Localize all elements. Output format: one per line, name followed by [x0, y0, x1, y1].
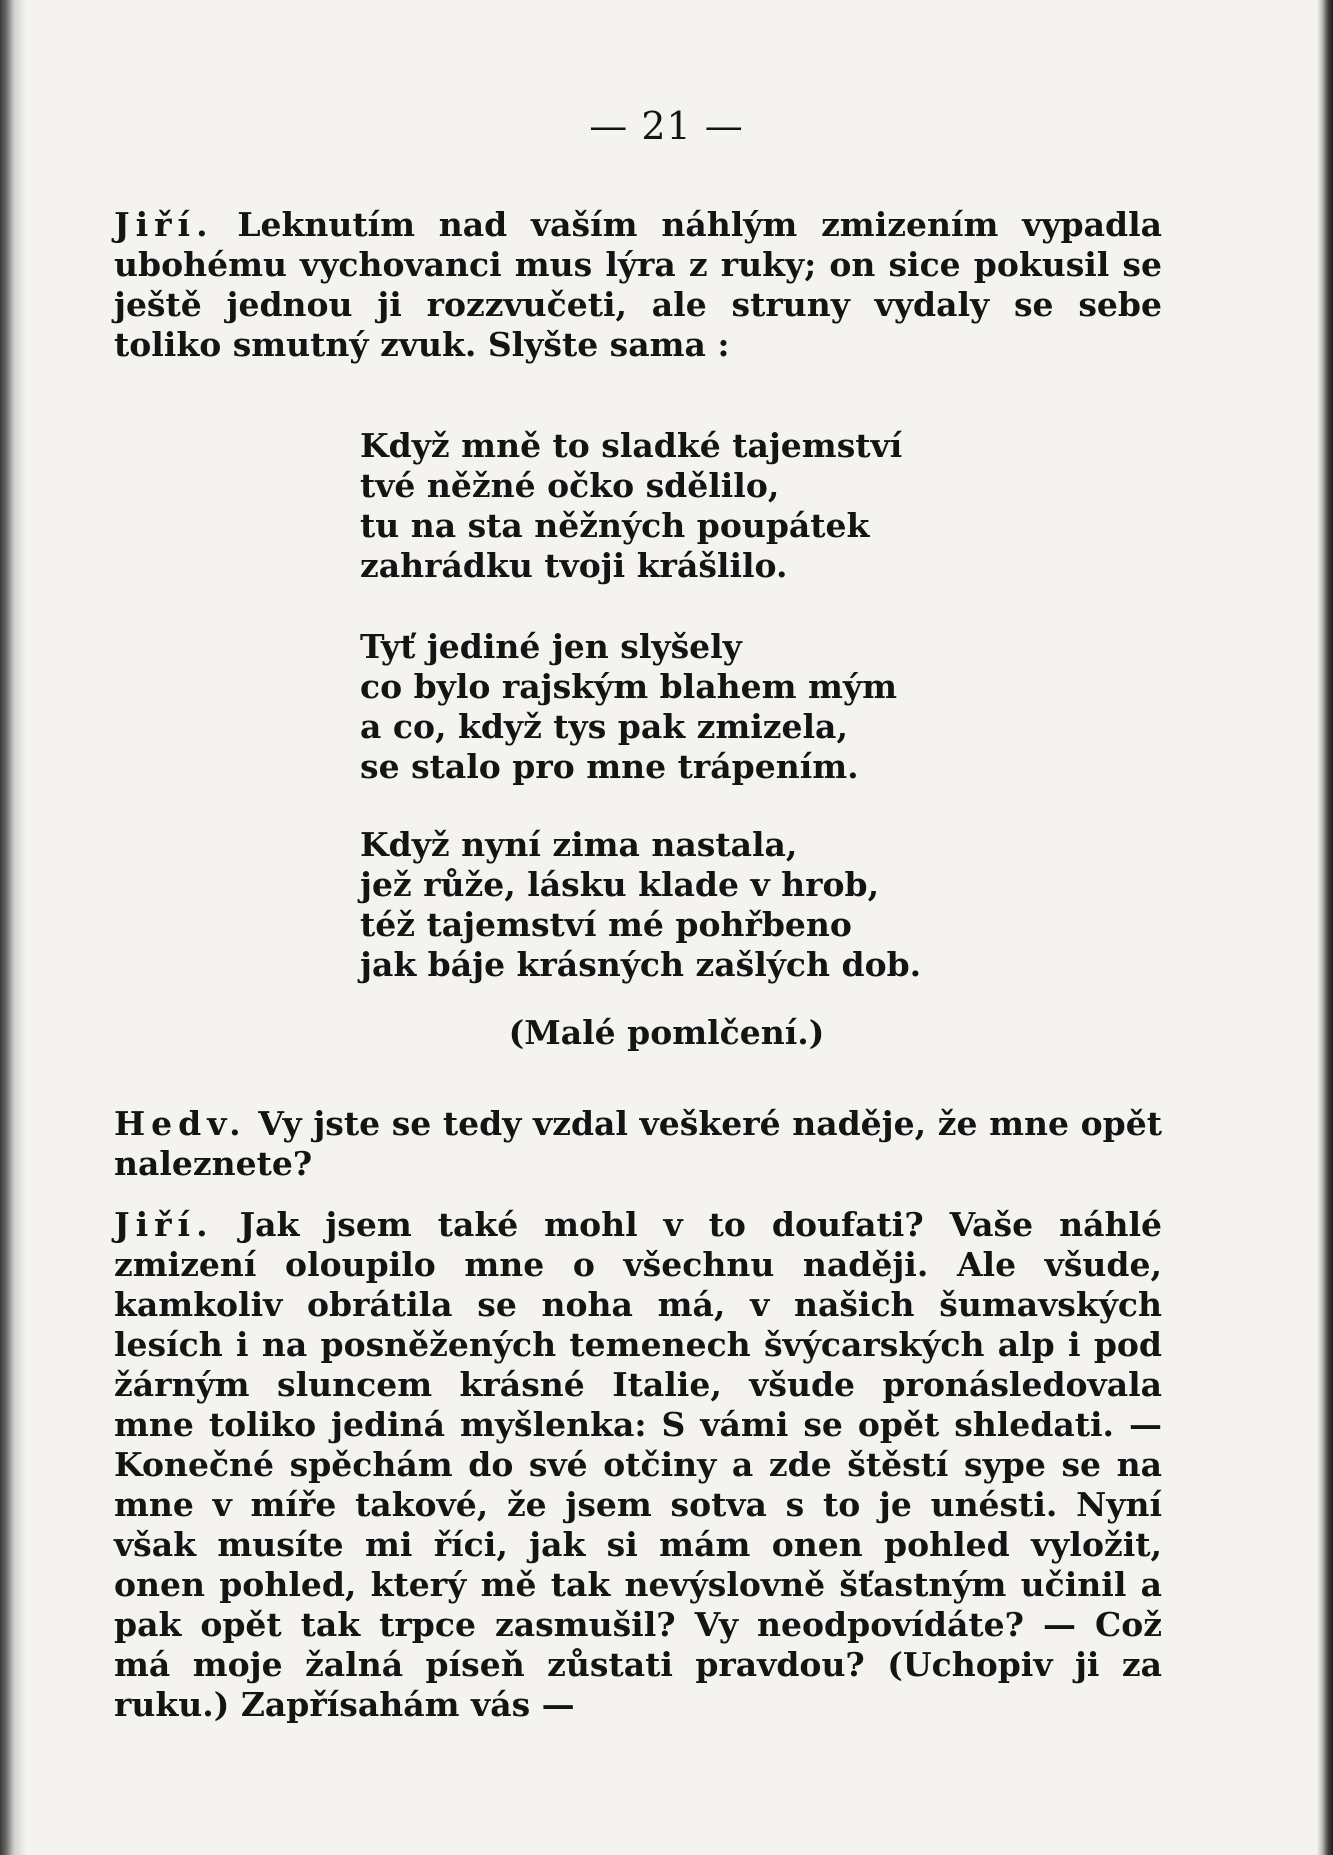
poem-line: co bylo rajským blahem mým [360, 667, 898, 706]
page-edge-right [1317, 0, 1333, 1855]
poem-line: jak báje krásných zašlých dob. [360, 945, 922, 984]
paragraph-jiri-2 [114, 1205, 1162, 1725]
poem-line: se stalo pro mne trápením. [360, 747, 859, 786]
poem-line: tu na sta něžných poupátek [360, 506, 870, 545]
poem-line: Když nyní zima nastala, [360, 825, 798, 864]
poem-line: jež růže, lásku klade v hrob, [360, 865, 880, 904]
page-edge-left [0, 0, 26, 1855]
speaker-name: Jiří. [114, 205, 214, 244]
poem-stanza-2 [360, 627, 897, 787]
poem-line: zahrádku tvoji krášlilo. [360, 546, 788, 585]
stage-direction: (Malé pomlčení.) [508, 1013, 825, 1052]
poem-stanza-3 [360, 825, 921, 985]
speaker-name: Hedv. [114, 1104, 247, 1143]
page-number: — 21 — [589, 104, 744, 148]
poem-line: též tajemství mé pohřbeno [360, 905, 852, 944]
paragraph-hedv [114, 1104, 1162, 1184]
paragraph-text: Leknutím nad vaším náhlým zmizením vypadla ubohému vychovanci mus lýra z ruky; on sice pokusil se ještě jednou ji rozzvučeti, ale struny vydaly se sebe toliko smutný zvuk. Slyšte sama : [114, 205, 1162, 364]
poem-line: Když mně to sladké tajemství [360, 426, 903, 465]
poem-line: tvé něžné očko sdělilo, [360, 466, 780, 505]
poem-line: a co, když tys pak zmizela, [360, 707, 848, 746]
speaker-name: Jiří. [114, 1205, 214, 1244]
paragraph-text: Vy jste se tedy vzdal veškeré naděje, že mne opět naleznete? [114, 1104, 1162, 1183]
poem-line: Tyť jediné jen slyšely [360, 627, 742, 666]
paragraph-jiri-1 [114, 205, 1162, 365]
poem-stanza-1 [360, 426, 902, 586]
paragraph-text: Jak jsem také mohl v to doufati? Vaše náhlé zmizení oloupilo mne o všechnu naději. Ale všude, kamkoliv obrátila se noha má, v našich šumavských lesích i na posněžených temenech švýcarských alp i pod žárným sluncem krásné Italie, všude pronásledovala mne toliko jediná myšlenka: S vámi se opět shledati. — Konečné spěchám do své otčiny a zde štěstí sype se na mne v míře takové, že jsem sotva s to je unésti. Nyní však musíte mi říci, jak si mám onen pohled vyložit, onen pohled, který mě tak nevýslovně šťastným učinil a pak opět tak trpce zasmušil? Vy neodpovídáte? — Což má moje žalná píseň zůstati pravdou? (Uchopiv ji za ruku.) Zapřísahám vás — [114, 1205, 1162, 1724]
